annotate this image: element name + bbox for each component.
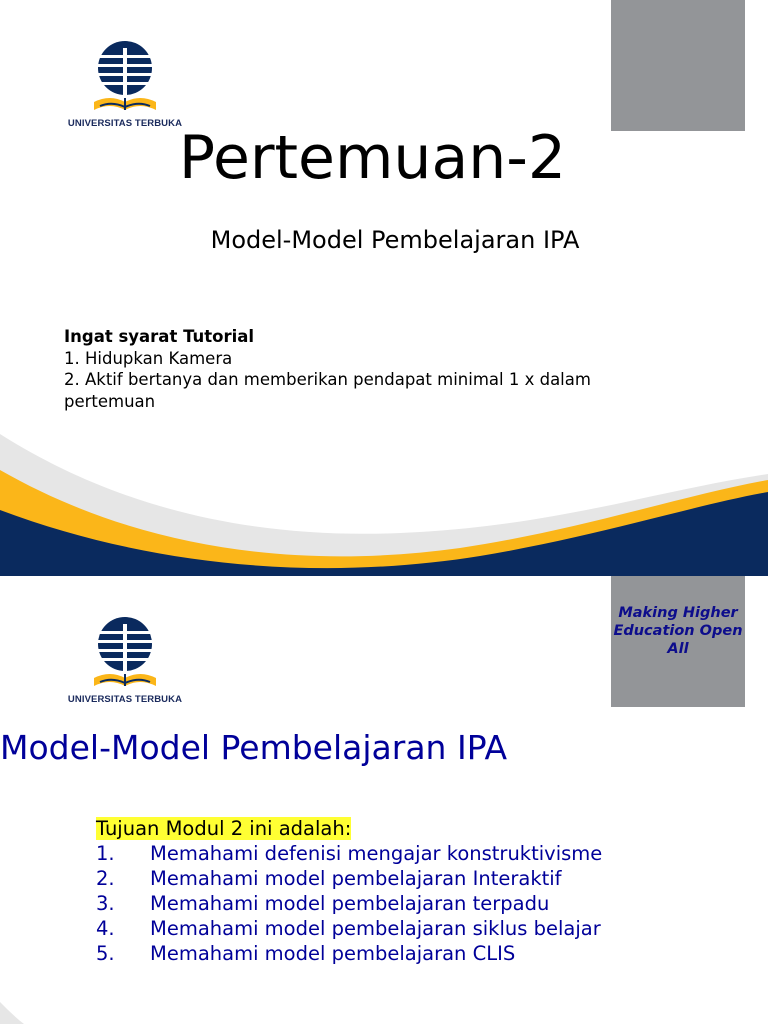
goal-number: 3. [96, 892, 115, 915]
goal-text: Memahami model pembelajaran terpadu [150, 892, 550, 915]
notes-item: 1. Hidupkan Kamera [64, 348, 233, 368]
goal-text: Memahami defenisi mengajar konstruktivisme [150, 842, 603, 865]
goal-number: 1. [96, 842, 115, 865]
goal-number: 5. [96, 942, 115, 965]
university-logo-icon [92, 616, 158, 692]
slide-subtitle: Model-Model Pembelajaran IPA [210, 226, 580, 254]
list-item [96, 941, 716, 966]
tagline: Making Higher Education Open All [613, 605, 743, 657]
list-item [96, 916, 716, 941]
logo-text: UNIVERSITAS TERBUKA [67, 118, 183, 129]
notes-item: 2. Aktif bertanya dan memberikan pendapat minimal 1 x dalam pertemuan [64, 370, 591, 411]
slide-title: Pertemuan-2 [178, 123, 567, 193]
list-item [96, 841, 716, 866]
goal-text: Memahami model pembelajaran siklus belajar [150, 917, 601, 940]
university-logo [63, 616, 187, 712]
tutorial-notes [64, 326, 684, 412]
goal-number: 4. [96, 917, 115, 940]
slide-2 [0, 576, 768, 1024]
list-item [96, 866, 716, 891]
decorative-corner-swoosh [0, 996, 40, 1024]
goals-heading: Tujuan Modul 2 ini adalah: [96, 817, 352, 840]
goal-text: Memahami model pembelajaran CLIS [150, 942, 516, 965]
goal-number: 2. [96, 867, 115, 890]
notes-heading: Ingat syarat Tutorial [64, 327, 255, 346]
goal-text: Memahami model pembelajaran Interaktif [150, 867, 562, 890]
slide-title: Model-Model Pembelajaran IPA [0, 728, 508, 767]
gray-corner-box [611, 0, 745, 131]
goals-list [96, 816, 716, 966]
decorative-wave [0, 420, 768, 576]
logo-text: UNIVERSITAS TERBUKA [67, 694, 183, 705]
university-logo-icon [92, 40, 158, 116]
list-item [96, 891, 716, 916]
